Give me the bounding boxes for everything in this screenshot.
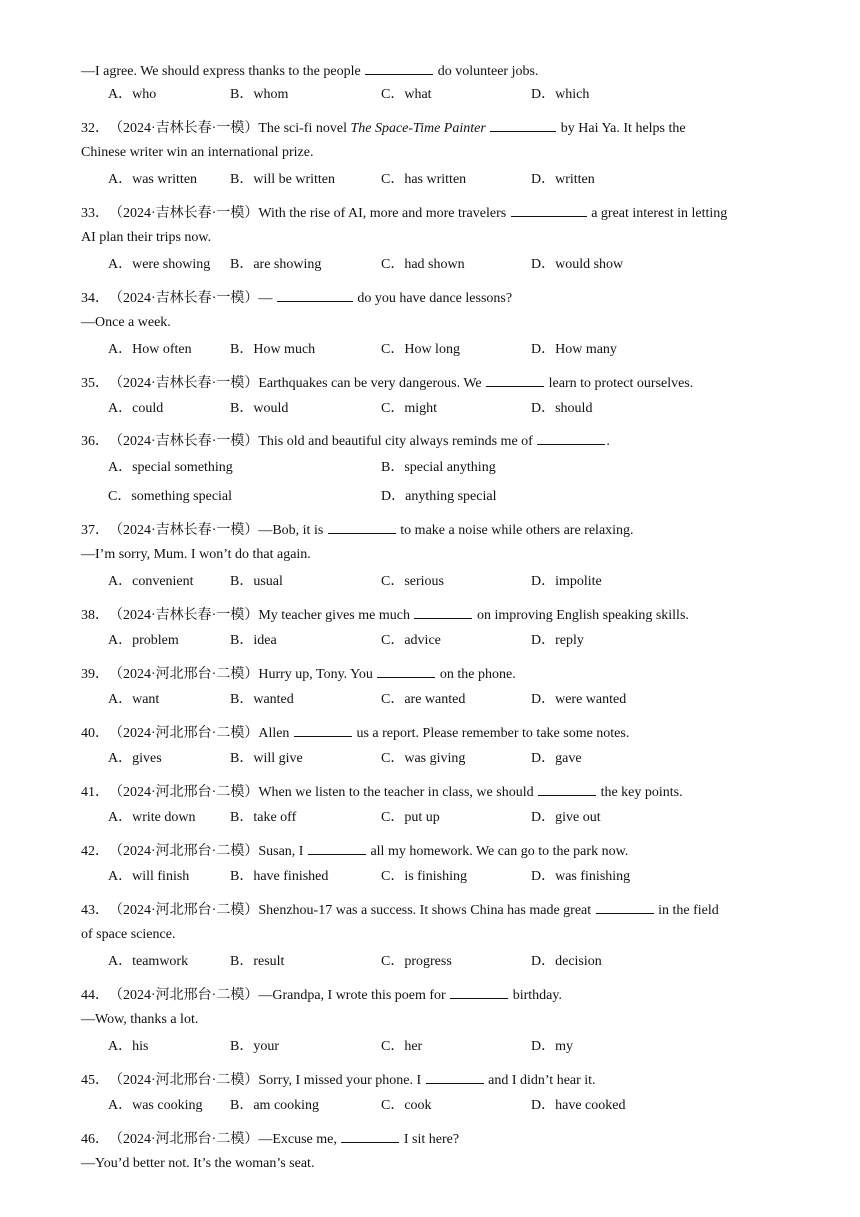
question-38-stem: [81, 605, 689, 623]
question-source: （2024·吉林长春·一模）: [109, 608, 259, 623]
stem-text: us a report. Please remember to take some notes.: [352, 726, 630, 741]
answer-blank: [596, 900, 654, 914]
option-a: A．who: [108, 87, 157, 102]
question-37-stem-line2: —I’m sorry, Mum. I won’t do that again.: [81, 547, 311, 562]
option-b: B．How much: [230, 342, 316, 357]
option-a: A．want: [108, 692, 160, 707]
answer-blank: [377, 664, 435, 678]
option-c: C．had shown: [381, 257, 465, 272]
question-source: （2024·河北邢台·二模）: [109, 1073, 259, 1088]
option-d: D．was finishing: [531, 869, 631, 884]
stem-text: [486, 121, 490, 136]
question-43-stem-line2: of space science.: [81, 927, 176, 942]
option-b: B．will be written: [230, 172, 335, 187]
answer-blank: [450, 985, 508, 999]
option-d: D．should: [531, 401, 593, 416]
option-d: D．give out: [531, 810, 601, 825]
option-c: C．might: [381, 401, 438, 416]
option-d: D．gave: [531, 751, 582, 766]
question-source: （2024·吉林长春·一模）: [109, 376, 259, 391]
option-a: A．could: [108, 401, 164, 416]
option-a: A．teamwork: [108, 954, 189, 969]
option-d: D．have cooked: [531, 1098, 626, 1113]
option-a: A．was written: [108, 172, 198, 187]
option-c: C．progress: [381, 954, 452, 969]
stem-text: the key points.: [597, 785, 683, 800]
option-c: C．How long: [381, 342, 460, 357]
answer-blank: [414, 605, 472, 619]
option-c: C．put up: [381, 810, 440, 825]
question-number: 38．: [81, 608, 109, 623]
option-a: A．convenient: [108, 574, 194, 589]
option-b: B．would: [230, 401, 289, 416]
question-32-stem-line2: Chinese writer win an international prize.: [81, 145, 314, 160]
stem-text: Sorry, I missed your phone. I: [258, 1073, 425, 1088]
stem-text: Hurry up, Tony. You: [258, 667, 377, 682]
answer-blank: [511, 203, 587, 217]
answer-blank: [426, 1070, 484, 1084]
answer-blank: [537, 431, 605, 445]
question-number: 36．: [81, 434, 109, 449]
stem-text: My teacher gives me much: [258, 608, 414, 623]
option-c: C．something special: [108, 489, 233, 504]
question-number: 44．: [81, 988, 109, 1003]
option-c: C．what: [381, 87, 432, 102]
question-number: 39．: [81, 667, 109, 682]
book-title: The Space-Time Painter: [350, 121, 486, 136]
option-b: B．wanted: [230, 692, 294, 707]
question-44-stem: [81, 985, 562, 1003]
stem-text: do volunteer jobs.: [434, 64, 539, 79]
answer-blank: [308, 841, 366, 855]
option-a: A．problem: [108, 633, 179, 648]
question-46-stem: [81, 1129, 459, 1147]
stem-text: on improving English speaking skills.: [473, 608, 689, 623]
question-42-stem: [81, 841, 628, 859]
option-b: B．special anything: [381, 460, 496, 475]
stem-text: .: [606, 434, 610, 449]
option-d: D．How many: [531, 342, 617, 357]
question-source: （2024·河北邢台·二模）: [109, 726, 259, 741]
option-c: C．serious: [381, 574, 444, 589]
option-d: D．reply: [531, 633, 584, 648]
option-b: B．are showing: [230, 257, 322, 272]
question-number: 34．: [81, 291, 109, 306]
answer-blank: [538, 782, 596, 796]
stem-text: learn to protect ourselves.: [545, 376, 694, 391]
stem-text: Allen: [258, 726, 293, 741]
option-a: A．was cooking: [108, 1098, 203, 1113]
question-source: （2024·吉林长春·一模）: [109, 291, 259, 306]
stem-text: in the field: [654, 903, 719, 918]
question-number: 46．: [81, 1132, 109, 1147]
question-number: 41．: [81, 785, 109, 800]
stem-text: This old and beautiful city always reminds me of: [258, 434, 537, 449]
option-d: D．decision: [531, 954, 602, 969]
stem-text: Earthquakes can be very dangerous. We: [258, 376, 486, 391]
option-b: B．take off: [230, 810, 297, 825]
answer-blank: [486, 373, 544, 387]
option-d: D．which: [531, 87, 590, 102]
question-number: 42．: [81, 844, 109, 859]
question-40-stem: [81, 723, 629, 741]
option-b: B．have finished: [230, 869, 329, 884]
option-c: C．are wanted: [381, 692, 466, 707]
stem-text: When we listen to the teacher in class, we should: [258, 785, 538, 800]
option-d: D．anything special: [381, 489, 497, 504]
option-b: B．am cooking: [230, 1098, 320, 1113]
option-b: B．will give: [230, 751, 303, 766]
stem-text: by Hai Ya. It helps the: [557, 121, 686, 136]
stem-text: The sci-fi novel: [258, 121, 351, 136]
option-d: D．were wanted: [531, 692, 627, 707]
option-d: D．written: [531, 172, 595, 187]
answer-blank: [277, 288, 353, 302]
question-number: 45．: [81, 1073, 109, 1088]
question-33-stem: [81, 203, 727, 221]
question-number: 37．: [81, 523, 109, 538]
question-source: （2024·吉林长春·一模）: [109, 206, 259, 221]
question-source: （2024·河北邢台·二模）: [109, 903, 259, 918]
option-c: C．was giving: [381, 751, 466, 766]
answer-blank: [490, 118, 556, 132]
stem-text: I sit here?: [400, 1132, 460, 1147]
stem-text: —Grandpa, I wrote this poem for: [258, 988, 450, 1003]
question-number: 32．: [81, 121, 109, 136]
stem-text: all my homework. We can go to the park now.: [366, 844, 629, 859]
option-a: A．special something: [108, 460, 233, 475]
option-c: C．cook: [381, 1098, 432, 1113]
answer-blank: [328, 520, 396, 534]
question-34-stem: [81, 288, 512, 306]
question-31-stem: [81, 61, 538, 79]
option-b: B．usual: [230, 574, 283, 589]
stem-text: Shenzhou-17 was a success. It shows China has made great: [258, 903, 595, 918]
question-source: （2024·河北邢台·二模）: [109, 667, 259, 682]
option-a: A．How often: [108, 342, 192, 357]
answer-blank: [294, 723, 352, 737]
question-source: （2024·吉林长春·一模）: [109, 523, 259, 538]
answer-blank: [341, 1129, 399, 1143]
question-source: （2024·河北邢台·二模）: [109, 988, 259, 1003]
stem-text: With the rise of AI, more and more travelers: [258, 206, 510, 221]
option-d: D．impolite: [531, 574, 602, 589]
option-d: D．would show: [531, 257, 624, 272]
question-number: 33．: [81, 206, 109, 221]
option-b: B．result: [230, 954, 285, 969]
question-number: 40．: [81, 726, 109, 741]
stem-text: Susan, I: [258, 844, 307, 859]
option-a: A．write down: [108, 810, 196, 825]
stem-text: and I didn’t hear it.: [484, 1073, 596, 1088]
question-43-stem: [81, 900, 719, 918]
question-37-stem: [81, 520, 634, 538]
option-b: B．whom: [230, 87, 289, 102]
option-c: C．is finishing: [381, 869, 467, 884]
question-source: （2024·河北邢台·二模）: [109, 785, 259, 800]
question-34-stem-line2: —Once a week.: [81, 315, 171, 330]
option-a: A．his: [108, 1039, 149, 1054]
question-45-stem: [81, 1070, 596, 1088]
option-d: D．my: [531, 1039, 573, 1054]
question-number: 35．: [81, 376, 109, 391]
question-46-stem-line2: —You’d better not. It’s the woman’s seat.: [81, 1156, 315, 1171]
stem-text: a great interest in letting: [587, 206, 728, 221]
answer-blank: [365, 61, 433, 75]
question-44-stem-line2: —Wow, thanks a lot.: [81, 1012, 199, 1027]
option-a: A．will finish: [108, 869, 190, 884]
stem-text: —Excuse me,: [258, 1132, 341, 1147]
stem-text: —: [258, 291, 276, 306]
option-c: C．her: [381, 1039, 423, 1054]
stem-text: —I agree. We should express thanks to the people: [81, 64, 365, 79]
question-source: （2024·河北邢台·二模）: [109, 1132, 259, 1147]
question-41-stem: [81, 782, 683, 800]
option-b: B．idea: [230, 633, 277, 648]
option-a: A．were showing: [108, 257, 211, 272]
question-source: （2024·吉林长春·一模）: [109, 121, 259, 136]
stem-text: to make a noise while others are relaxing.: [396, 523, 634, 538]
question-source: （2024·河北邢台·二模）: [109, 844, 259, 859]
question-35-stem: [81, 373, 693, 391]
stem-text: do you have dance lessons?: [353, 291, 513, 306]
question-39-stem: [81, 664, 516, 682]
question-36-stem: [81, 431, 610, 449]
stem-text: birthday.: [509, 988, 562, 1003]
stem-text: —Bob, it is: [258, 523, 327, 538]
option-c: C．advice: [381, 633, 441, 648]
option-a: A．gives: [108, 751, 162, 766]
option-b: B．your: [230, 1039, 279, 1054]
stem-text: on the phone.: [436, 667, 516, 682]
question-32-stem: [81, 118, 686, 136]
question-source: （2024·吉林长春·一模）: [109, 434, 259, 449]
question-33-stem-line2: AI plan their trips now.: [81, 230, 212, 245]
option-c: C．has written: [381, 172, 467, 187]
question-number: 43．: [81, 903, 109, 918]
